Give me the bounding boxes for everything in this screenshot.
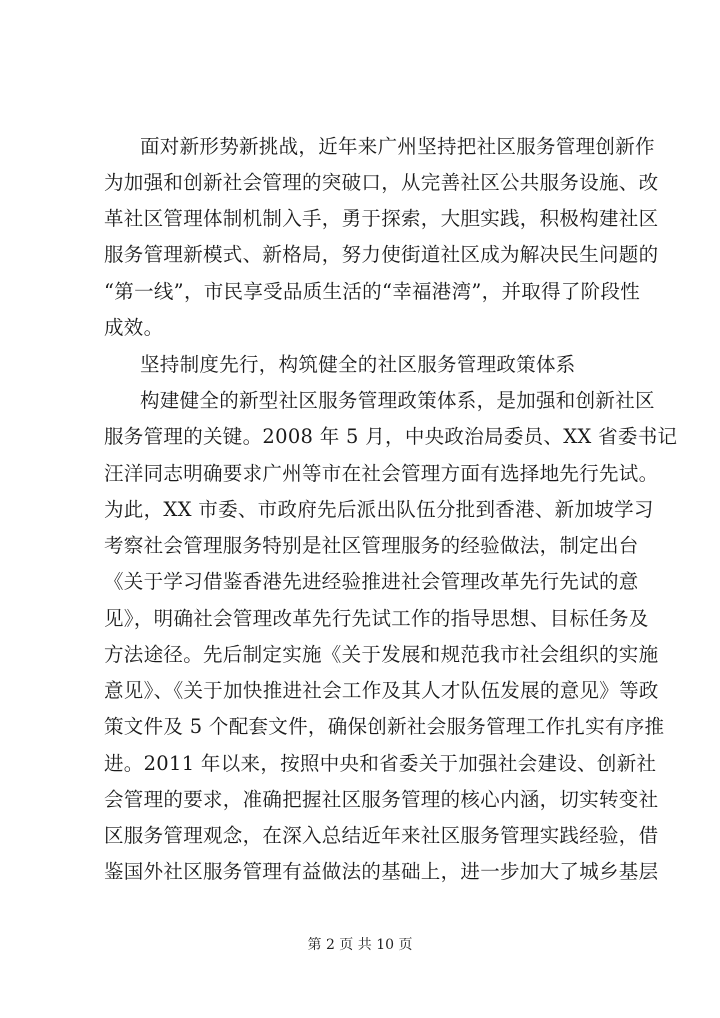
paragraph-1-line-5: “第一线”，市民享受品质生活的“幸福港湾”，并取得了阶段性 bbox=[104, 280, 641, 303]
paragraph-1-line-4: 服务管理新模式、新格局，努力使街道社区成为解决民生问题的 bbox=[104, 243, 659, 266]
paragraph-2-line-9: 意见》、《关于加快推进社会工作及其人才队伍发展的意见》等政 bbox=[104, 679, 659, 702]
paragraph-2-line-2: 服务管理的关键。2008 年 5 月，中央政治局委员、XX 省委书记 bbox=[104, 425, 678, 448]
paragraph-2-line-10: 策文件及 5 个配套文件，确保创新社会服务管理工作扎实有序推 bbox=[104, 715, 665, 738]
section-heading: 坚持制度先行，构筑健全的社区服务管理政策体系 bbox=[140, 353, 576, 376]
paragraph-2-line-11: 进。2011 年以来，按照中央和省委关于加强社会建设、创新社 bbox=[104, 752, 657, 775]
paragraph-2-line-1: 构建健全的新型社区服务管理政策体系，是加强和创新社区 bbox=[140, 389, 655, 412]
paragraph-1-line-3: 革社区管理体制机制入手，勇于探索，大胆实践，积极构建社区 bbox=[104, 207, 659, 230]
paragraph-2-line-12: 会管理的要求，准确把握社区服务管理的核心内涵，切实转变社 bbox=[104, 788, 659, 811]
paragraph-2-line-8: 方法途径。先后制定实施《关于发展和规范我市社会组织的实施 bbox=[104, 643, 659, 666]
paragraph-1-line-6: 成效。 bbox=[104, 316, 164, 339]
paragraph-2-line-4: 为此，XX 市委、市政府先后派出队伍分批到香港、新加坡学习 bbox=[104, 498, 654, 521]
paragraph-2-line-5: 考察社会管理服务特别是社区管理服务的经验做法，制定出台 bbox=[104, 534, 639, 557]
paragraph-2-line-7: 见》，明确社会管理改革先行先试工作的指导思想、目标任务及 bbox=[104, 607, 649, 630]
paragraph-2-line-6: 《关于学习借鉴香港先进经验推进社会管理改革先行先试的意 bbox=[104, 570, 639, 593]
paragraph-2-line-3: 汪洋同志明确要求广州等市在社会管理方面有选择地先行先试。 bbox=[104, 462, 659, 485]
paragraph-1-line-1: 面对新形势新挑战，近年来广州坚持把社区服务管理创新作 bbox=[140, 135, 655, 158]
page-number-footer: 第 2 页 共 10 页 bbox=[307, 937, 413, 953]
paragraph-2-line-14: 鉴国外社区服务管理有益做法的基础上，进一步加大了城乡基层 bbox=[104, 860, 659, 883]
paragraph-2-line-13: 区服务管理观念，在深入总结近年来社区服务管理实践经验，借 bbox=[104, 824, 659, 847]
paragraph-1-line-2: 为加强和创新社会管理的突破口，从完善社区公共服务设施、改 bbox=[104, 171, 659, 194]
